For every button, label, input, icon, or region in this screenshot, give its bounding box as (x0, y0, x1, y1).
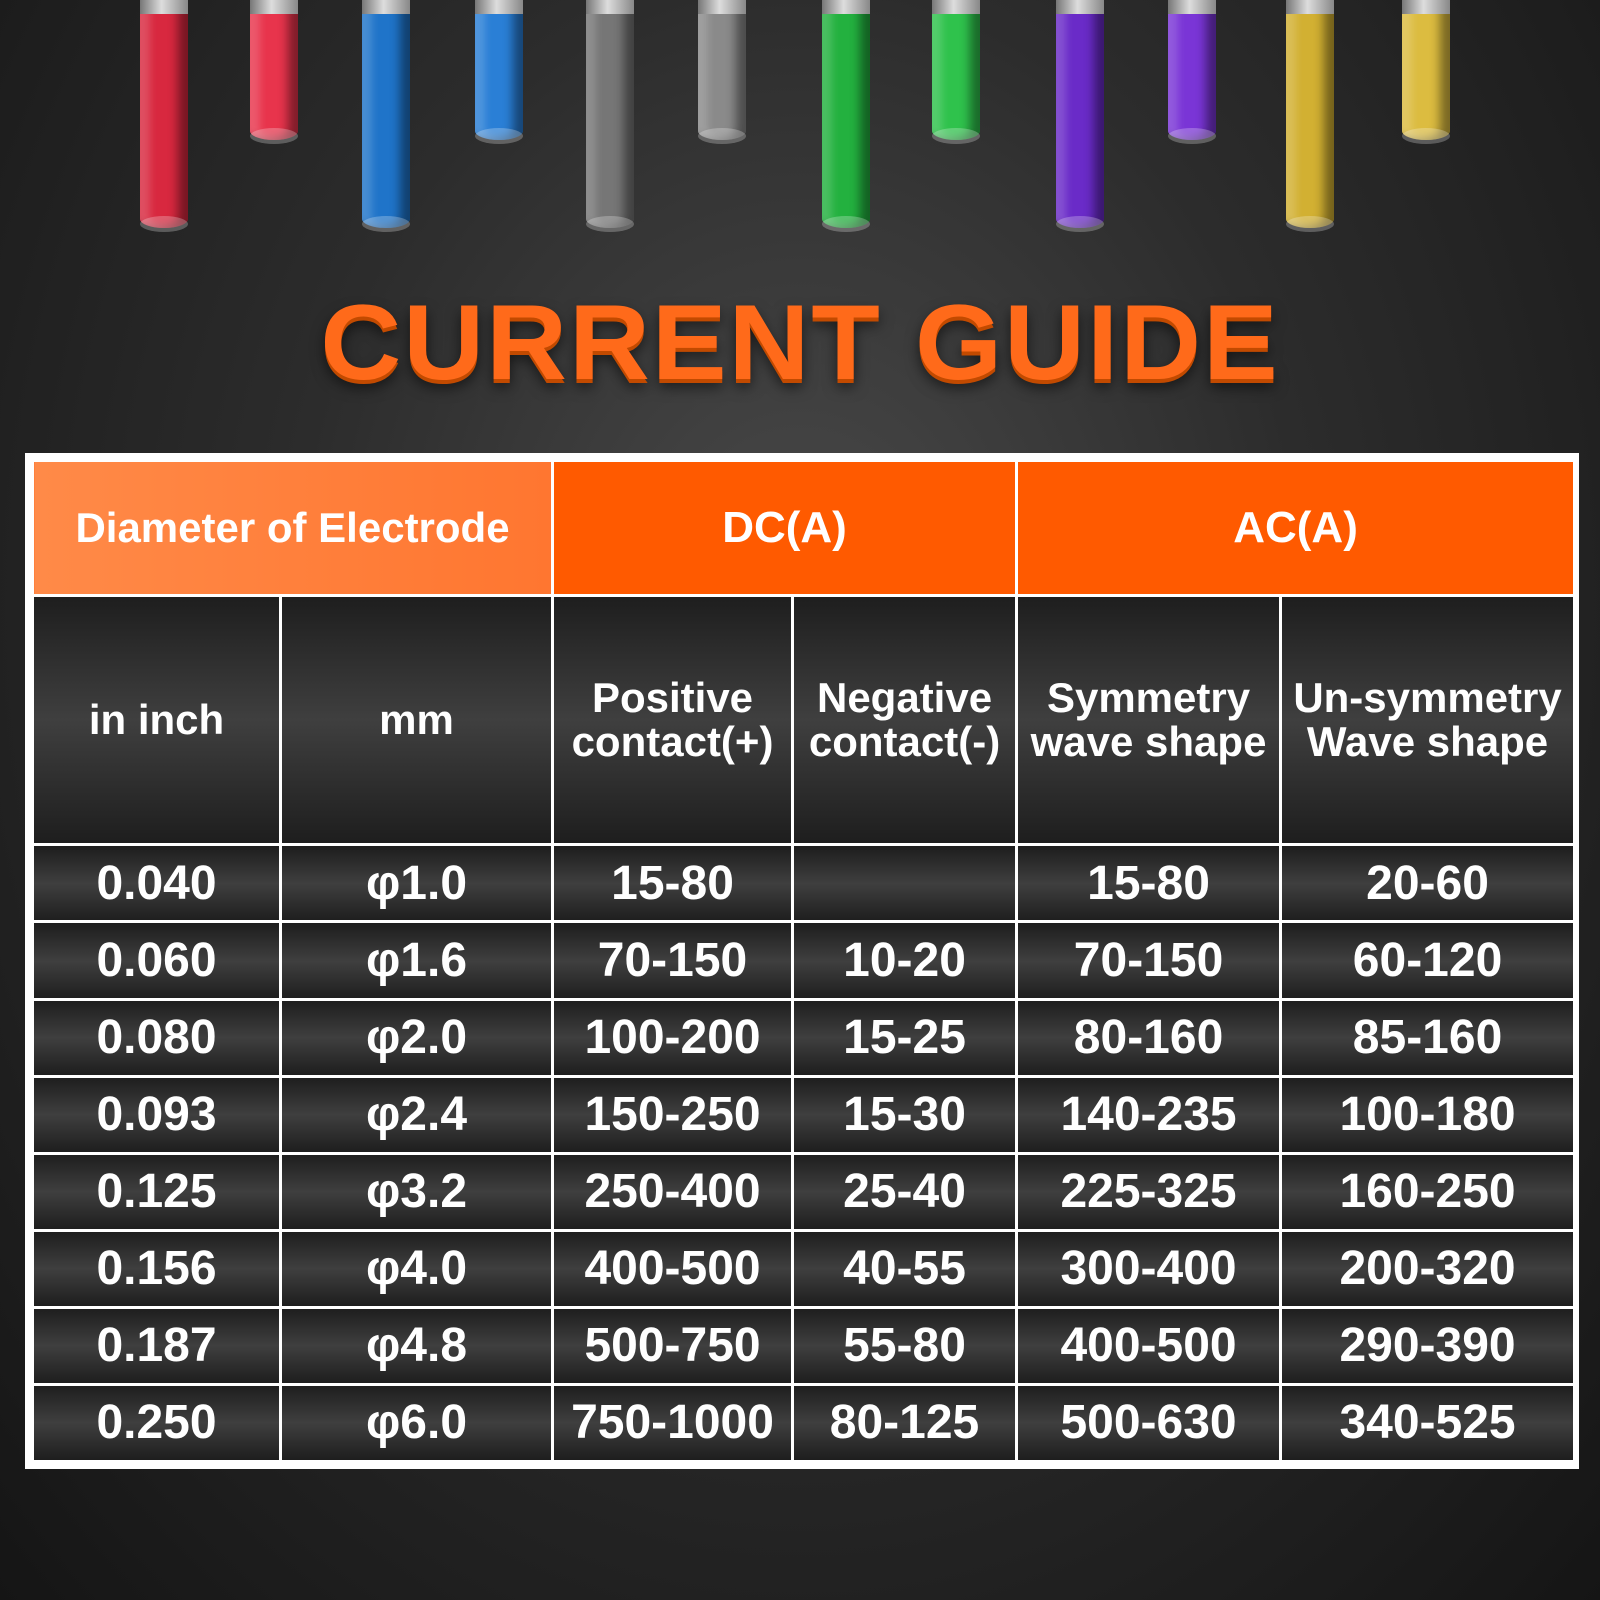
cell-dc-negative: 80-125 (793, 1384, 1017, 1461)
header-unsymmetry-wave (1281, 595, 1575, 845)
cell-mm: φ6.0 (281, 1384, 553, 1461)
table-row (33, 1076, 1575, 1153)
cell-ac-symmetry: 400-500 (1017, 1307, 1281, 1384)
cell-inch: 0.250 (33, 1384, 281, 1461)
cell-ac-unsymmetry: 60-120 (1281, 922, 1575, 999)
cell-dc-positive: 750-1000 (553, 1384, 793, 1461)
rod-red-short (250, 0, 298, 140)
cell-inch: 0.093 (33, 1076, 281, 1153)
current-guide-table (31, 459, 1576, 1463)
header-symmetry-wave (1017, 595, 1281, 845)
cell-inch: 0.080 (33, 999, 281, 1076)
table-row (33, 1384, 1575, 1461)
header-positive-line2: contact(+) (571, 717, 774, 765)
header-unsymmetry-line1: Un-symmetry (1293, 673, 1562, 721)
cell-ac-unsymmetry: 340-525 (1281, 1384, 1575, 1461)
rod-blue-short (475, 0, 523, 140)
cell-dc-positive: 400-500 (553, 1230, 793, 1307)
header-dc: DC(A) (553, 461, 1017, 596)
cell-dc-negative: 25-40 (793, 1153, 1017, 1230)
header-positive-contact (553, 595, 793, 845)
rod-gray-long (586, 0, 634, 228)
cell-ac-symmetry: 70-150 (1017, 922, 1281, 999)
cell-ac-symmetry: 80-160 (1017, 999, 1281, 1076)
cell-mm: φ3.2 (281, 1153, 553, 1230)
rod-gold-short (1402, 0, 1450, 140)
rod-red-long (140, 0, 188, 228)
header-positive-line1: Positive (591, 673, 754, 721)
cell-dc-positive: 500-750 (553, 1307, 793, 1384)
header-inch: in inch (33, 595, 281, 845)
cell-ac-unsymmetry: 20-60 (1281, 845, 1575, 922)
table-row (33, 1230, 1575, 1307)
cell-ac-symmetry: 300-400 (1017, 1230, 1281, 1307)
rod-purple-long (1056, 0, 1104, 228)
current-guide-table-frame (25, 453, 1579, 1469)
rod-green-long (822, 0, 870, 228)
cell-dc-negative (793, 845, 1017, 922)
cell-dc-negative: 15-25 (793, 999, 1017, 1076)
cell-dc-negative: 40-55 (793, 1230, 1017, 1307)
table-row (33, 845, 1575, 922)
cell-dc-positive: 15-80 (553, 845, 793, 922)
table-row (33, 1153, 1575, 1230)
header-mm: mm (281, 595, 553, 845)
rod-gray-short (698, 0, 746, 140)
cell-mm: φ1.0 (281, 845, 553, 922)
cell-dc-positive: 100-200 (553, 999, 793, 1076)
cell-ac-unsymmetry: 160-250 (1281, 1153, 1575, 1230)
cell-dc-negative: 15-30 (793, 1076, 1017, 1153)
cell-ac-symmetry: 15-80 (1017, 845, 1281, 922)
table-row (33, 922, 1575, 999)
sub-header-row (33, 595, 1575, 845)
cell-dc-negative: 55-80 (793, 1307, 1017, 1384)
cell-ac-symmetry: 500-630 (1017, 1384, 1281, 1461)
group-header-row (33, 461, 1575, 596)
table-row (33, 1307, 1575, 1384)
cell-ac-symmetry: 225-325 (1017, 1153, 1281, 1230)
cell-inch: 0.060 (33, 922, 281, 999)
cell-inch: 0.187 (33, 1307, 281, 1384)
cell-dc-positive: 250-400 (553, 1153, 793, 1230)
header-diameter: Diameter of Electrode (33, 461, 553, 596)
header-negative-line2: contact(-) (808, 717, 1001, 765)
page-title: CURRENT GUIDE (320, 283, 1280, 402)
header-symmetry-line1: Symmetry (1046, 673, 1251, 721)
header-negative-line1: Negative (816, 673, 993, 721)
header-negative-contact (793, 595, 1017, 845)
rod-gold-long (1286, 0, 1334, 228)
cell-mm: φ2.0 (281, 999, 553, 1076)
cell-dc-negative: 10-20 (793, 922, 1017, 999)
cell-dc-positive: 150-250 (553, 1076, 793, 1153)
table-row (33, 999, 1575, 1076)
cell-inch: 0.156 (33, 1230, 281, 1307)
cell-mm: φ2.4 (281, 1076, 553, 1153)
tungsten-rods-banner (0, 0, 1600, 245)
cell-inch: 0.040 (33, 845, 281, 922)
rod-blue-long (362, 0, 410, 228)
cell-inch: 0.125 (33, 1153, 281, 1230)
cell-dc-positive: 70-150 (553, 922, 793, 999)
cell-mm: φ1.6 (281, 922, 553, 999)
cell-mm: φ4.8 (281, 1307, 553, 1384)
header-unsymmetry-line2: Wave shape (1306, 717, 1549, 765)
rod-purple-short (1168, 0, 1216, 140)
cell-ac-unsymmetry: 290-390 (1281, 1307, 1575, 1384)
header-symmetry-line2: wave shape (1030, 717, 1267, 765)
cell-ac-symmetry: 140-235 (1017, 1076, 1281, 1153)
rod-green-short (932, 0, 980, 140)
header-ac: AC(A) (1017, 461, 1575, 596)
cell-ac-unsymmetry: 200-320 (1281, 1230, 1575, 1307)
cell-mm: φ4.0 (281, 1230, 553, 1307)
cell-ac-unsymmetry: 100-180 (1281, 1076, 1575, 1153)
cell-ac-unsymmetry: 85-160 (1281, 999, 1575, 1076)
